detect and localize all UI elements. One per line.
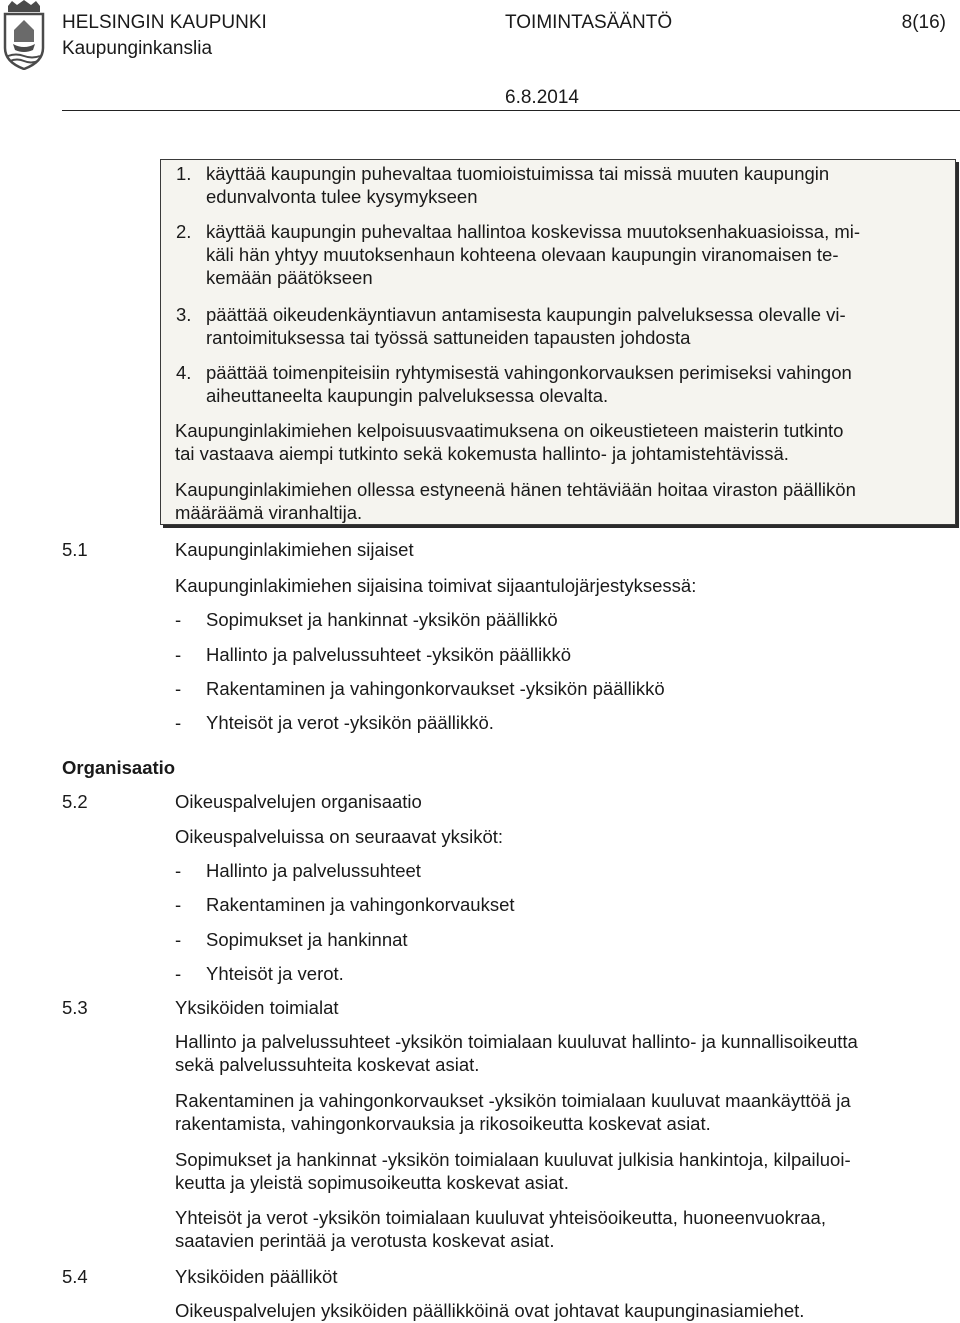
list-item: Sopimukset ja hankinnat -yksikön päällikkö	[206, 609, 558, 630]
helsinki-crest-logo	[2, 0, 46, 70]
text-line: Kaupunginlakimiehen ollessa estyneenä hänen tehtäviään hoitaa viraston päällikön	[175, 479, 856, 500]
list-item: Sopimukset ja hankinnat	[206, 929, 408, 950]
section-intro: Oikeuspalveluissa on seuraavat yksiköt:	[175, 826, 504, 847]
text-line: tai vastaava aiempi tutkinto sekä kokemusta hallinto- ja johtamistehtävissä.	[175, 443, 789, 464]
text-line: Kaupunginlakimiehen kelpoisuusvaatimuksena on oikeustieteen maisterin tutkinto	[175, 420, 844, 441]
text-line: Rakentaminen ja vahingonkorvaukset -yksikön toimialaan kuuluvat maankäyttöä ja	[175, 1090, 851, 1111]
list-item: Yhteisöt ja verot -yksikön päällikkö.	[206, 712, 494, 733]
section-number: 5.2	[62, 791, 88, 812]
text-line: keutta ja yleistä sopimusoikeutta koskevat asiat.	[175, 1172, 569, 1193]
list-item: Hallinto ja palvelussuhteet -yksikön päällikkö	[206, 644, 572, 665]
section-number: 5.3	[62, 997, 88, 1018]
dash-bullet: -	[175, 963, 182, 984]
text-line: päättää toimenpiteisiin ryhtymisestä vahingonkorvauksen perimiseksi vahingon	[206, 362, 852, 383]
dash-bullet: -	[175, 929, 182, 950]
list-number: 1.	[176, 163, 192, 184]
text-line: edunvalvonta tulee kysymykseen	[206, 186, 478, 207]
list-item: Hallinto ja palvelussuhteet	[206, 860, 421, 881]
text-line: rakentamista, vahingonkorvauksia ja rikosoikeutta koskevat asiat.	[175, 1113, 711, 1134]
text-line: määräämä viranhaltija.	[175, 502, 363, 523]
section-paragraph	[175, 1089, 946, 1135]
section-title: Oikeuspalvelujen organisaatio	[175, 791, 422, 812]
section-intro: Kaupunginlakimiehen sijaisina toimivat sijaantulojärjestyksessä:	[175, 575, 697, 596]
text-line: Sopimukset ja hankinnat -yksikön toimialaan kuuluvat julkisia hankintoja, kilpailuoi-	[175, 1149, 851, 1170]
section-number: 5.4	[62, 1266, 88, 1287]
list-item	[206, 162, 946, 208]
text-line: Hallinto ja palvelussuhteet -yksikön toimialaan kuuluvat hallinto- ja kunnallisoikeutta	[175, 1031, 858, 1052]
section-number: 5.1	[62, 539, 88, 560]
section-paragraph	[175, 1030, 946, 1076]
dash-bullet: -	[175, 644, 182, 665]
list-number: 3.	[176, 304, 192, 325]
text-line: Yhteisöt ja verot -yksikön toimialaan kuuluvat yhteisöoikeutta, huoneenvuokraa,	[175, 1207, 826, 1228]
text-line: käli hän yhtyy muutoksenhaun kohteena olevaan kaupungin viranomaisen te-	[206, 244, 839, 265]
text-line: saatavien perintää ja verotusta koskevat asiat.	[175, 1230, 555, 1251]
list-item	[206, 361, 946, 407]
chapter-heading: Organisaatio	[62, 757, 176, 778]
section-title: Yksiköiden toimialat	[175, 997, 339, 1018]
header-doc-type: TOIMINTASÄÄNTÖ	[505, 12, 673, 33]
list-item: Yhteisöt ja verot.	[206, 963, 344, 984]
dash-bullet: -	[175, 894, 182, 915]
list-item: Rakentaminen ja vahingonkorvaukset	[206, 894, 515, 915]
header-date: 6.8.2014	[505, 87, 579, 108]
dash-bullet: -	[175, 678, 182, 699]
section-paragraph	[175, 1148, 946, 1194]
text-line: käyttää kaupungin puhevaltaa hallintoa koskevissa muutoksenhakuasioissa, mi-	[206, 221, 861, 242]
text-line: aiheuttaneelta kaupungin palveluksessa olevalta.	[206, 385, 609, 406]
list-item	[206, 220, 946, 289]
section-title: Kaupunginlakimiehen sijaiset	[175, 539, 414, 560]
dash-bullet: -	[175, 712, 182, 733]
list-number: 2.	[176, 221, 192, 242]
list-number: 4.	[176, 362, 192, 383]
list-item: Rakentaminen ja vahingonkorvaukset -yksikön päällikkö	[206, 678, 665, 699]
list-item	[206, 303, 946, 349]
text-line: päättää oikeudenkäyntiavun antamisesta kaupungin palveluksessa olevalle vi-	[206, 304, 846, 325]
section-title: Yksiköiden päälliköt	[175, 1266, 338, 1287]
header-department: Kaupunginkanslia	[62, 38, 213, 59]
header-org: HELSINGIN KAUPUNKI	[62, 12, 267, 33]
text-line: käyttää kaupungin puhevaltaa tuomioistuimissa tai missä muuten kaupungin	[206, 163, 830, 184]
text-line: kemään päätökseen	[206, 267, 373, 288]
text-line: rantoimituksessa tai työssä sattuneiden tapausten johdosta	[206, 327, 691, 348]
section-paragraph	[175, 1206, 946, 1252]
box-paragraph-qualification	[175, 419, 946, 465]
box-paragraph-substitute	[175, 478, 946, 524]
dash-bullet: -	[175, 860, 182, 881]
section-text: Oikeuspalvelujen yksiköiden päällikköinä ovat johtavat kaupunginasiamiehet.	[175, 1300, 805, 1321]
header-rule	[62, 110, 960, 111]
header-page-number: 8(16)	[901, 12, 946, 33]
dash-bullet: -	[175, 609, 182, 630]
text-line: sekä palvelussuhteita koskevat asiat.	[175, 1054, 480, 1075]
